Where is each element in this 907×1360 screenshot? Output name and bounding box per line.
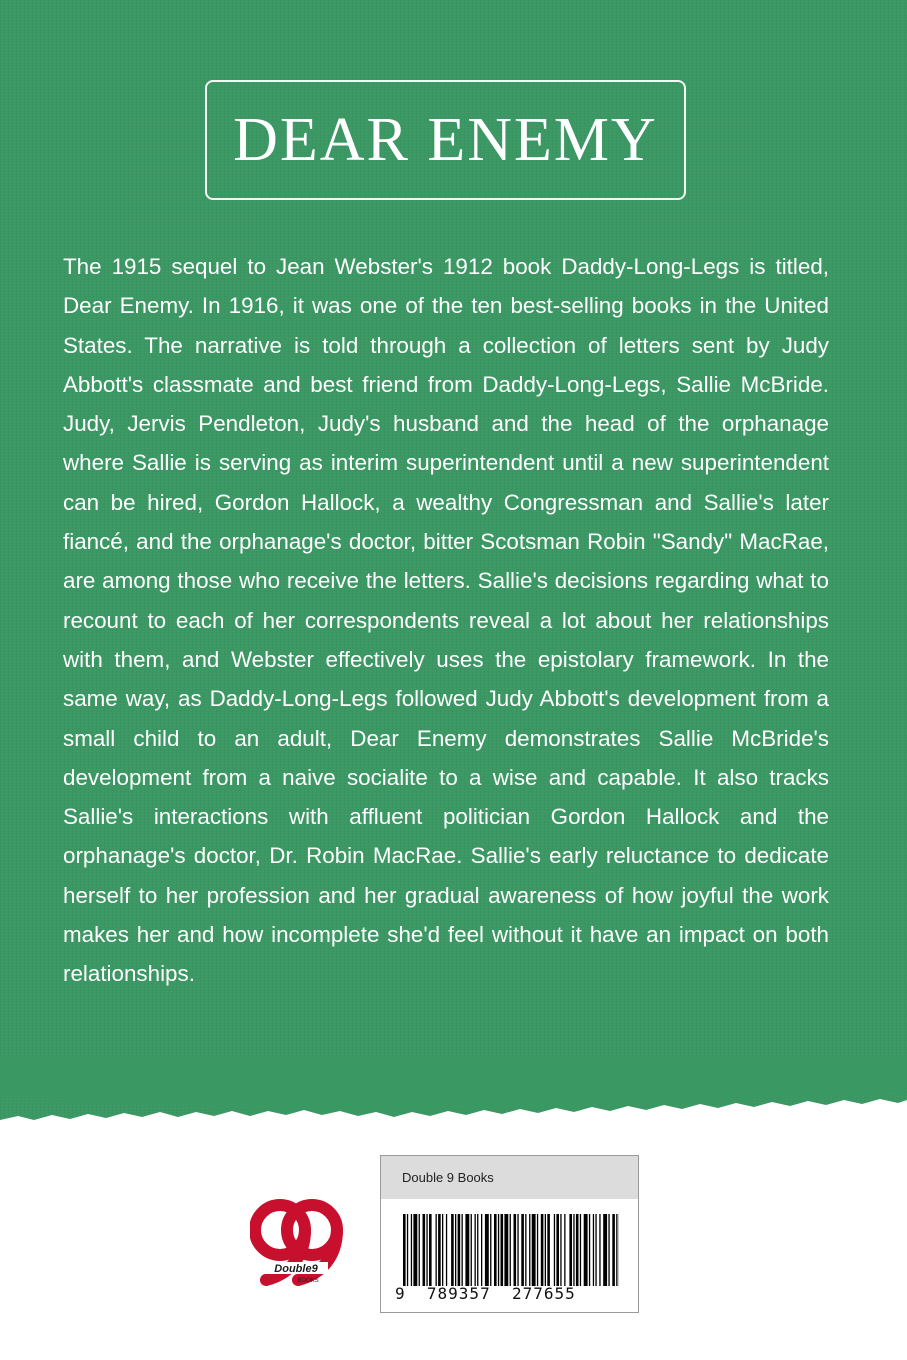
- isbn-digits: 9 789357 277655: [395, 1284, 576, 1303]
- torn-paper-edge: [0, 1060, 907, 1140]
- publisher-name: Double 9 Books: [381, 1156, 638, 1199]
- publisher-logo: [250, 1196, 346, 1292]
- logo-subtext: BOOKS: [297, 1278, 319, 1284]
- double-9-logo-icon: [250, 1196, 346, 1292]
- barcode-label: [380, 1155, 639, 1313]
- barcode-bars: [403, 1214, 619, 1286]
- book-synopsis: The 1915 sequel to Jean Webster's 1912 book Daddy-Long-Legs is titled, Dear Enemy. In 1916, it was one of the ten best-selling books in the United States. The narrative is told through a collection of letters sent by Judy Abbott's classmate and best friend from Daddy-Long-Legs, Sallie McBride. Judy, Jervis Pendleton, Judy's husband and the head of the orphanage where Sallie is serving as interim superintendent until a new superintendent can be hired, Gordon Hallock, a wealthy Congressman and Sallie's later fiancé, and the orphanage's doctor, bitter Scotsman Robin "Sandy" MacRae, are among those who receive the letters. Sallie's decisions regarding what to recount to each of her correspondents reveal a lot about her relationships with them, and Webster effectively uses the epistolary framework. In the same way, as Daddy-Long-Legs followed Judy Abbott's development from a small child to an adult, Dear Enemy demonstrates Sallie McBride's development from a naive socialite to a wise and capable. It also tracks Sallie's interactions with affluent politician Gordon Hallock and the orphanage's doctor, Dr. Robin MacRae. Sallie's early reluctance to dedicate herself to her profession and her gradual awareness of how joyful the work makes her and how incomplete she'd feel without it have an impact on both relationships.: [63, 254, 829, 987]
- logo-wordmark: Double9: [274, 1263, 318, 1275]
- book-title: DEAR ENEMY: [233, 106, 658, 174]
- title-frame: [205, 80, 686, 200]
